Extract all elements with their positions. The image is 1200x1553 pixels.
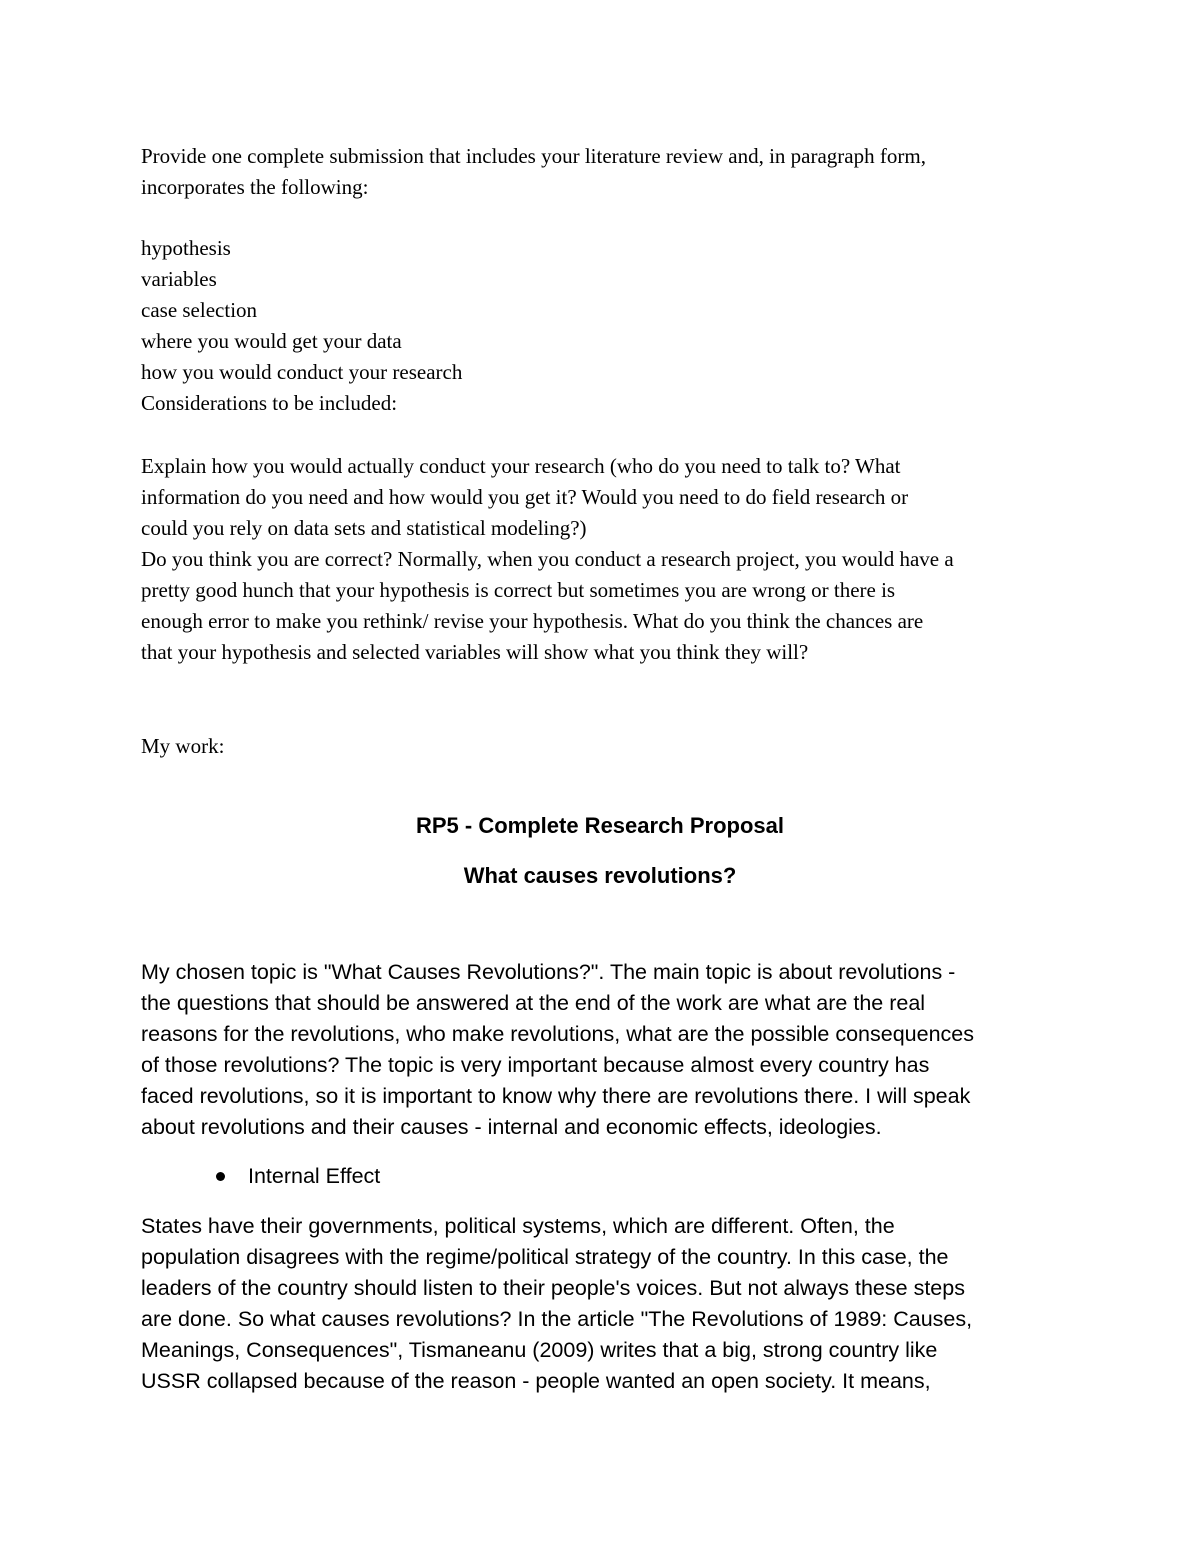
list-item: hypothesis: [141, 236, 231, 260]
text-line: could you rely on data sets and statistical modeling?): [141, 516, 587, 540]
text-line: that your hypothesis and selected variables will show what you think they will?: [141, 640, 809, 664]
my-work-label: My work:: [141, 734, 225, 758]
list-item: variables: [141, 267, 217, 291]
text-line: about revolutions and their causes - internal and economic effects, ideologies.: [141, 1115, 882, 1139]
text-line: Provide one complete submission that includes your literature review and, in paragraph form,: [141, 144, 926, 168]
requirements-list: [141, 233, 1081, 419]
text-line: Meanings, Consequences", Tismaneanu (2009) writes that a big, strong country like: [141, 1338, 938, 1362]
topic-paragraph: [141, 957, 1071, 1143]
text-line: pretty good hunch that your hypothesis is correct but sometimes you are wrong or there is: [141, 578, 896, 602]
text-line: enough error to make you rethink/ revise your hypothesis. What do you think the chances are: [141, 609, 924, 633]
list-item: case selection: [141, 298, 258, 322]
instructions-intro: [141, 141, 1081, 203]
text-line: leaders of the country should listen to their people's voices. But not always these steps: [141, 1276, 965, 1300]
text-line: USSR collapsed because of the reason - people wanted an open society. It means,: [141, 1369, 931, 1393]
considerations-paragraph: [141, 451, 1081, 668]
text-line: Do you think you are correct? Normally, when you conduct a research project, you would have a: [141, 547, 954, 571]
proposal-subtitle: What causes revolutions?: [463, 863, 737, 888]
list-item: where you would get your data: [141, 329, 402, 353]
list-item: how you would conduct your research: [141, 360, 463, 384]
text-line: of those revolutions? The topic is very important because almost every country has: [141, 1053, 930, 1077]
text-line: faced revolutions, so it is important to know why there are revolutions there. I will speak: [141, 1084, 971, 1108]
internal-effect-paragraph: [141, 1211, 1071, 1397]
bullet-icon: [216, 1172, 225, 1181]
text-line: the questions that should be answered at the end of the work are what are the real: [141, 991, 926, 1015]
text-line: States have their governments, political systems, which are different. Often, the: [141, 1214, 895, 1238]
text-line: population disagrees with the regime/political strategy of the country. In this case, the: [141, 1245, 949, 1269]
text-line: incorporates the following:: [141, 175, 369, 199]
bullet-label: Internal Effect: [248, 1164, 381, 1188]
text-line: information do you need and how would you get it? Would you need to do field research or: [141, 485, 909, 509]
proposal-title: RP5 - Complete Research Proposal: [415, 813, 784, 838]
text-line: reasons for the revolutions, who make revolutions, what are the possible consequences: [141, 1022, 974, 1046]
list-item: Considerations to be included:: [141, 391, 398, 415]
text-line: Explain how you would actually conduct your research (who do you need to talk to? What: [141, 454, 901, 478]
text-line: are done. So what causes revolutions? In the article "The Revolutions of 1989: Causes,: [141, 1307, 973, 1331]
text-line: My chosen topic is "What Causes Revolutions?". The main topic is about revolutions -: [141, 960, 956, 984]
